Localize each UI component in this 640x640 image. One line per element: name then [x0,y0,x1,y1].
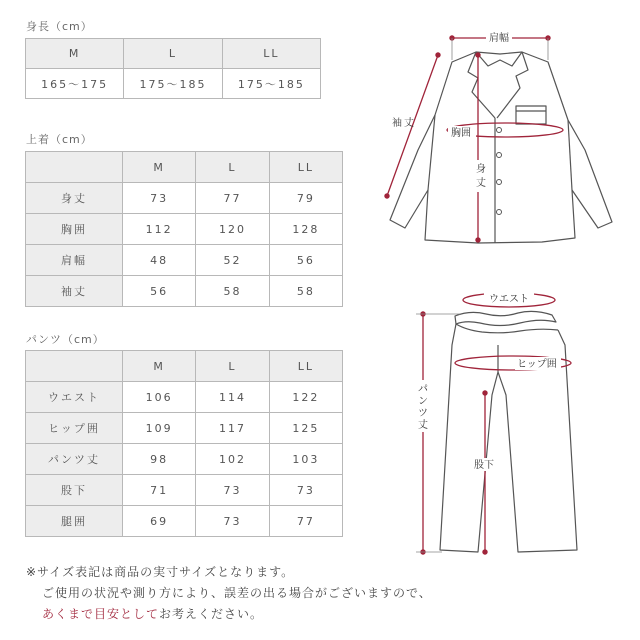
pants-section-label: パンツ（cm） [26,333,105,346]
row-label: 腿囲 [26,506,123,537]
note-accent-text: あくまで目安として [42,607,160,621]
cell-value: 69 [123,506,196,537]
sleeve-label-2: 丈 [404,118,414,129]
cell-value: 48 [123,245,196,276]
header-l: L [124,39,222,69]
row-label: パンツ丈 [26,444,123,475]
top-section-label: 上着（cm） [26,133,93,146]
cell-value: 112 [123,214,196,245]
cell-value: 117 [196,413,269,444]
cell-value: 77 [196,183,269,214]
cell-value: 122 [269,382,342,413]
cell-value: 120 [196,214,269,245]
note-line-2: ご使用の状況や測り方により、誤差の出る場合がございますので、 [42,586,432,600]
note-rest-text: お考えください。 [159,607,264,621]
header-l: L [196,351,269,382]
cell-value: 98 [123,444,196,475]
pants-length-label-2: ン [418,396,428,407]
header-m: M [26,39,124,69]
height-section-label: 身長（cm） [26,20,93,33]
height-l: 175〜185 [124,69,222,99]
cell-value: 106 [123,382,196,413]
pants-length-label-4: 丈 [418,420,428,431]
row-label: 股下 [26,475,123,506]
length-label-1: 身 [476,164,486,175]
cell-value: 73 [196,475,269,506]
cell-value: 102 [196,444,269,475]
chest-label: 胸囲 [451,128,471,139]
header-l: L [196,152,269,183]
cell-value: 58 [196,276,269,307]
cell-value: 56 [269,245,342,276]
cell-value: 79 [269,183,342,214]
row-label: 胸囲 [26,214,123,245]
pants-length-label-3: ツ [418,408,428,419]
pants-measurements [416,293,571,552]
cell-value: 73 [196,506,269,537]
cell-value: 125 [269,413,342,444]
length-label-2: 丈 [476,178,486,189]
cell-value: 71 [123,475,196,506]
row-label: 肩幅 [26,245,123,276]
hip-label: ヒップ囲 [517,359,557,370]
header-ll: LL [222,39,320,69]
pants-illustration [440,311,577,552]
height-m: 165〜175 [26,69,124,99]
jacket-buttons [497,128,502,215]
cell-value: 73 [269,475,342,506]
row-label: ヒップ囲 [26,413,123,444]
cell-value: 52 [196,245,269,276]
waist-label: ウエスト [489,294,529,305]
row-label: 身丈 [26,183,123,214]
sleeve-label-1: 袖 [392,118,402,129]
note-line-3 [42,605,263,622]
cell-value: 114 [196,382,269,413]
cell-value: 128 [269,214,342,245]
cell-value: 103 [269,444,342,475]
note-line-1: ※サイズ表記は商品の実寸サイズとなります。 [26,565,295,579]
cell-value: 58 [269,276,342,307]
inseam-label: 股下 [474,460,494,471]
header-ll: LL [269,152,342,183]
shoulder-label: 肩幅 [489,33,509,44]
header-ll: LL [269,351,342,382]
height-ll: 175〜185 [222,69,320,99]
row-label: 袖丈 [26,276,123,307]
cell-value: 56 [123,276,196,307]
row-label: ウエスト [26,382,123,413]
header-m: M [123,152,196,183]
jacket-illustration [390,52,612,243]
cell-value: 109 [123,413,196,444]
cell-value: 73 [123,183,196,214]
cell-value: 77 [269,506,342,537]
header-m: M [123,351,196,382]
pants-length-label-1: パ [418,384,428,395]
